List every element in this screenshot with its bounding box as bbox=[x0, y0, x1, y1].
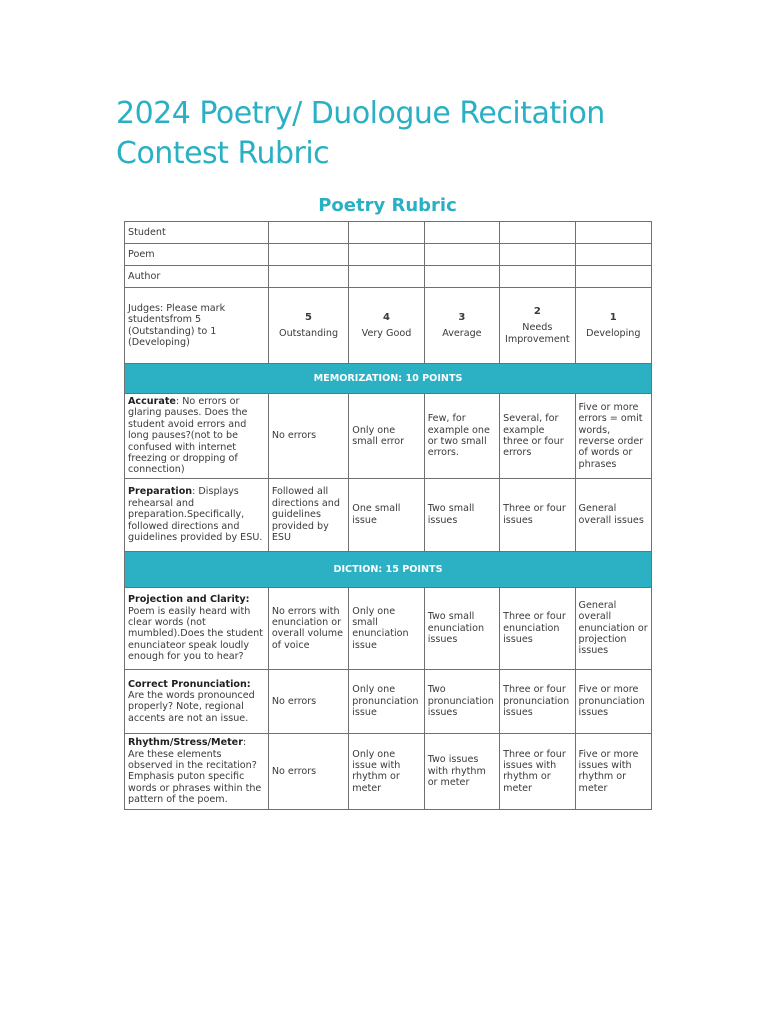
rubric-title: Poetry Rubric bbox=[318, 195, 457, 216]
criterion-name: Correct Pronunciation: bbox=[128, 678, 251, 690]
level-cell-4: Only one small enunciation issue bbox=[349, 587, 424, 669]
criterion-text: : Are these elements observed in the recitation? Emphasis puton specific words or phrases within the pattern of the poem. bbox=[128, 737, 262, 806]
level-cell-1: Five or more errors = omit words, reverse order of words or phrases bbox=[575, 394, 651, 479]
score-label: Developing bbox=[586, 328, 641, 339]
level-cell-5: Followed all directions and guidelines provided by ESU bbox=[268, 478, 348, 551]
score-header-1 bbox=[575, 288, 651, 364]
level-cell-3: Few, for example one or two small errors. bbox=[424, 394, 499, 479]
score-number: 5 bbox=[305, 311, 313, 323]
level-cell-1: General overall enunciation or projection issues bbox=[575, 587, 651, 669]
score-label: Very Good bbox=[361, 328, 412, 339]
criterion-description bbox=[125, 394, 269, 479]
score-header-5 bbox=[268, 288, 348, 364]
level-cell-1: Five or more pronunciation issues bbox=[575, 669, 651, 733]
author-cell-5[interactable] bbox=[268, 266, 348, 288]
score-header-3 bbox=[424, 288, 499, 364]
criterion-description bbox=[125, 669, 269, 733]
student-row bbox=[125, 222, 652, 244]
section-header-memorization bbox=[125, 364, 652, 394]
level-cell-2: Three or four pronunciation issues bbox=[500, 669, 575, 733]
author-cell-1[interactable] bbox=[575, 266, 651, 288]
student-cell-3[interactable] bbox=[424, 222, 499, 244]
criterion-row-accurate bbox=[125, 394, 652, 479]
level-cell-4: Only one small error bbox=[349, 394, 424, 479]
criterion-text: Are the words pronounced properly? Note, regional accents are not an issue. bbox=[128, 689, 255, 724]
poem-label: Poem bbox=[125, 244, 269, 266]
score-header-4 bbox=[349, 288, 424, 364]
score-number: 3 bbox=[458, 311, 466, 323]
poem-cell-3[interactable] bbox=[424, 244, 499, 266]
poem-row bbox=[125, 244, 652, 266]
judges-note: Judges: Please mark studentsfrom 5 (Outstanding) to 1 (Developing) bbox=[125, 288, 269, 364]
score-number: 2 bbox=[533, 305, 541, 317]
level-cell-2: Three or four issues bbox=[500, 478, 575, 551]
student-cell-4[interactable] bbox=[349, 222, 424, 244]
author-row bbox=[125, 266, 652, 288]
student-cell-5[interactable] bbox=[268, 222, 348, 244]
criterion-name: Preparation bbox=[128, 486, 193, 498]
score-label: Needs Improvement bbox=[505, 322, 570, 345]
criterion-description bbox=[125, 478, 269, 551]
criterion-row-pronunciation bbox=[125, 669, 652, 733]
score-label: Average bbox=[442, 328, 482, 339]
document-title: 2024 Poetry/ Duologue Recitation Contest Rubric bbox=[116, 96, 605, 171]
section-header-diction bbox=[125, 551, 652, 587]
poem-cell-4[interactable] bbox=[349, 244, 424, 266]
section-title: DICTION: 15 POINTS bbox=[125, 551, 652, 587]
criterion-name: Rhythm/Stress/Meter bbox=[128, 737, 243, 749]
section-title: MEMORIZATION: 10 POINTS bbox=[125, 364, 652, 394]
level-cell-5: No errors with enunciation or overall volume of voice bbox=[268, 587, 348, 669]
criterion-description bbox=[125, 587, 269, 669]
score-label: Outstanding bbox=[279, 328, 339, 339]
level-cell-2: Three or four issues with rhythm or meter bbox=[500, 733, 575, 809]
level-cell-5: No errors bbox=[268, 394, 348, 479]
criterion-name: Projection and Clarity: bbox=[128, 594, 250, 606]
poem-cell-1[interactable] bbox=[575, 244, 651, 266]
student-cell-1[interactable] bbox=[575, 222, 651, 244]
student-cell-2[interactable] bbox=[500, 222, 575, 244]
author-cell-3[interactable] bbox=[424, 266, 499, 288]
level-cell-2: Several, for example three or four errors bbox=[500, 394, 575, 479]
author-cell-2[interactable] bbox=[500, 266, 575, 288]
author-cell-4[interactable] bbox=[349, 266, 424, 288]
level-cell-3: Two small issues bbox=[424, 478, 499, 551]
poetry-rubric-table bbox=[124, 221, 652, 810]
criterion-text: Poem is easily heard with clear words (not mumbled).Does the student enunciateor speak loudly enough for you to hear? bbox=[128, 605, 263, 663]
poem-cell-2[interactable] bbox=[500, 244, 575, 266]
author-label: Author bbox=[125, 266, 269, 288]
level-cell-5: No errors bbox=[268, 669, 348, 733]
level-cell-3: Two issues with rhythm or meter bbox=[424, 733, 499, 809]
level-cell-4: Only one issue with rhythm or meter bbox=[349, 733, 424, 809]
student-label: Student bbox=[125, 222, 269, 244]
level-cell-4: One small issue bbox=[349, 478, 424, 551]
level-cell-1: Five or more issues with rhythm or meter bbox=[575, 733, 651, 809]
criterion-text: : No errors or glaring pauses. Does the student avoid errors and long pauses?(not to be confused with internet freezing or dropping of connection) bbox=[128, 396, 248, 476]
level-cell-1: General overall issues bbox=[575, 478, 651, 551]
level-cell-3: Two pronunciation issues bbox=[424, 669, 499, 733]
score-header-row bbox=[125, 288, 652, 364]
criterion-row-rhythm bbox=[125, 733, 652, 809]
score-number: 4 bbox=[382, 311, 390, 323]
score-header-2 bbox=[500, 288, 575, 364]
level-cell-2: Three or four enunciation issues bbox=[500, 587, 575, 669]
criterion-row-preparation bbox=[125, 478, 652, 551]
criterion-name: Accurate bbox=[128, 396, 176, 407]
criterion-row-projection bbox=[125, 587, 652, 669]
criterion-text: : Displays rehearsal and preparation.Specifically, followed directions and guidelines provided by ESU. bbox=[128, 486, 263, 543]
poem-cell-5[interactable] bbox=[268, 244, 348, 266]
criterion-description bbox=[125, 733, 269, 809]
level-cell-5: No errors bbox=[268, 733, 348, 809]
level-cell-3: Two small enunciation issues bbox=[424, 587, 499, 669]
level-cell-4: Only one pronunciation issue bbox=[349, 669, 424, 733]
score-number: 1 bbox=[609, 311, 617, 323]
